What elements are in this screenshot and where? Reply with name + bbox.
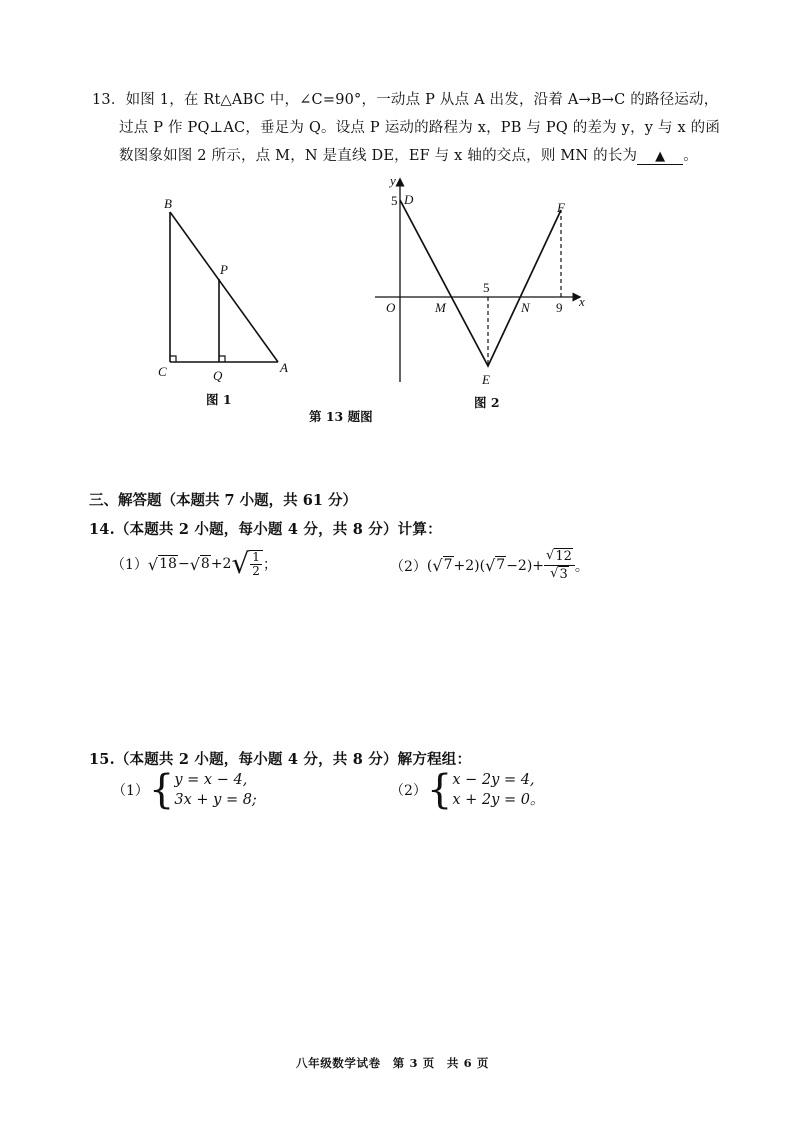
label-m: M	[435, 300, 446, 315]
q15-p1-system	[174, 770, 256, 810]
sqrt-3	[550, 566, 569, 583]
axis-label-x: x	[579, 294, 585, 309]
tick-label-nine-x: 9	[556, 300, 563, 315]
sqrt-8	[190, 555, 211, 574]
fraction-numerator: 1	[252, 550, 260, 564]
label-q: Q	[213, 368, 223, 383]
fraction-numerator	[544, 548, 575, 566]
sqrt-7-a	[432, 556, 453, 575]
label-p: P	[220, 262, 228, 277]
sqrt-one-half	[231, 547, 262, 580]
root-sign-icon: √	[147, 554, 159, 574]
root-sign-icon: √	[546, 548, 555, 563]
label-o: O	[386, 300, 396, 315]
sqrt-7-b	[485, 556, 506, 575]
q15-header: 15.（本题共 2 小题，每小题 4 分，共 8 分）解方程组：	[89, 751, 472, 768]
page-footer: 八年级数学试卷 第 3 页 共 6 页	[296, 1056, 489, 1070]
sqrt-18	[148, 555, 178, 574]
q13-line-2: 过点 P 作 PQ⊥AC，垂足为 Q。设点 P 运动的路程为 x，PB 与 PQ 的差为 y，y 与 x 的函	[119, 120, 721, 136]
label-d: D	[404, 192, 414, 207]
label-b: B	[164, 196, 172, 211]
label-a: A	[280, 360, 288, 375]
q15-part-1	[112, 767, 257, 813]
q13-text-3: 数图象如图 2 所示，点 M，N 是直线 DE，EF 与 x 轴的交点，则 MN 的长为	[119, 148, 638, 164]
radicand-8: 8	[200, 555, 210, 572]
label-n: N	[521, 300, 530, 315]
q15-p1-equation-2: 3x + y = 8;	[174, 792, 257, 808]
root-sign-icon: √	[485, 556, 496, 575]
left-brace-icon: {	[148, 767, 175, 813]
label-c: C	[158, 364, 167, 379]
root-sign-icon: √	[231, 547, 250, 580]
q14-p2-part2: −2)+	[506, 557, 545, 574]
q13-line-1	[92, 88, 718, 109]
radicand-12: 12	[555, 549, 572, 564]
q15-p1-equation-1: y = x − 4,	[174, 772, 248, 788]
segment-ba	[170, 212, 278, 362]
root-sign-icon: √	[550, 566, 559, 581]
tick-label-five-x: 5	[483, 280, 490, 295]
figure-13-caption: 第 13 题图	[309, 409, 373, 424]
fraction-denominator: 2	[252, 564, 260, 578]
q13-text-1: 如图 1，在 Rt△ABC 中，∠C=90°，一动点 P 从点 A 出发，沿着 A→B→C 的路径运动，	[125, 92, 719, 108]
axis-label-y: y	[390, 173, 396, 188]
q14-p2-end: 。	[574, 558, 589, 575]
fraction-sqrt12-over-sqrt3	[544, 548, 575, 583]
q14-p2-part1: +2)(	[453, 557, 486, 574]
q15-part-2-label: （2）	[390, 783, 427, 799]
q14-part-2-label: （2）	[390, 558, 427, 575]
fraction-denominator	[550, 566, 569, 583]
q15-part-2	[390, 767, 545, 813]
root-sign-icon: √	[189, 554, 200, 574]
q14-part-1-label: （1）	[111, 557, 148, 573]
q14-header: 14.（本题共 2 小题，每小题 4 分，共 8 分）计算：	[89, 521, 442, 538]
root-sign-icon: √	[432, 556, 443, 575]
q13-text-3-end: 。	[683, 148, 698, 164]
label-f: F	[557, 200, 565, 215]
q13-number: 13．	[92, 92, 126, 108]
figure-2-caption: 图 2	[474, 395, 500, 410]
tick-label-five-y: 5	[391, 193, 398, 208]
right-angle-mark-c	[170, 356, 176, 362]
q15-p2-system	[452, 770, 544, 810]
q14-part-2	[390, 548, 589, 583]
radicand-18: 18	[159, 555, 177, 572]
q14-p1-minus: −	[177, 556, 190, 572]
q13-line-3	[119, 144, 698, 165]
q15-part-1-label: （1）	[112, 783, 149, 799]
figure-1-caption: 图 1	[206, 392, 232, 407]
q14-p2-open: (	[426, 557, 433, 574]
q14-p1-end: ；	[262, 557, 277, 573]
q15-p2-equation-1: x − 2y = 4,	[452, 772, 535, 788]
figure-1-triangle	[150, 190, 300, 410]
figure-2-graph	[375, 170, 595, 390]
radicand-3: 3	[559, 567, 568, 582]
radicand-7: 7	[496, 557, 506, 573]
right-angle-mark-q	[219, 356, 225, 362]
answer-blank[interactable]: ▲	[637, 150, 683, 165]
q14-part-1	[111, 547, 277, 580]
label-e: E	[482, 372, 490, 387]
left-brace-icon: {	[426, 767, 453, 813]
fraction-one-half	[250, 551, 262, 578]
radicand-one-half	[249, 550, 263, 578]
function-graph-line	[400, 200, 561, 366]
q15-p2-equation-2: x + 2y = 0。	[452, 792, 545, 808]
radicand-7: 7	[443, 557, 453, 573]
sqrt-12	[546, 548, 573, 565]
q14-p1-plus-two: +2	[210, 556, 232, 572]
section-3-title: 三、解答题（本题共 7 小题，共 61 分）	[89, 492, 357, 509]
